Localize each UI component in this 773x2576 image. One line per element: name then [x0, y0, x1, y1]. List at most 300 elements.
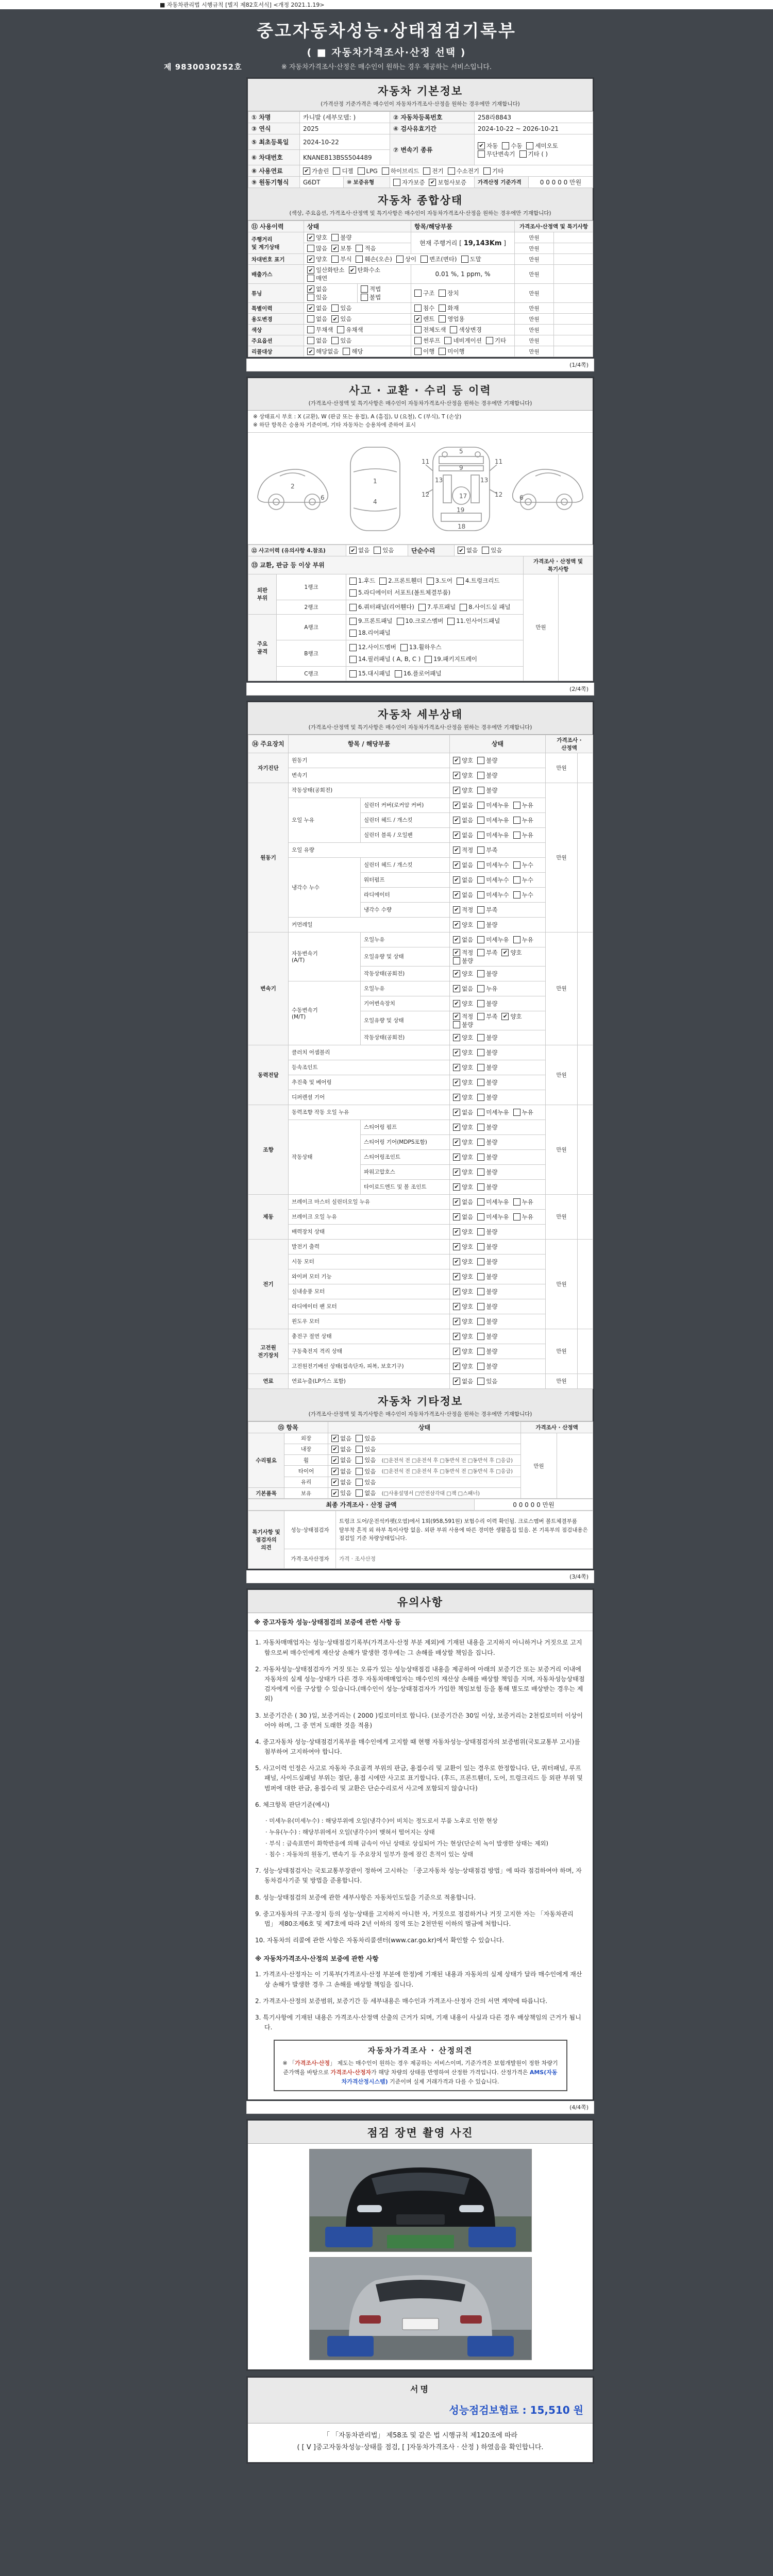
unchecked-checkbox-icon[interactable] [477, 985, 484, 992]
checkbox-option[interactable] [397, 616, 444, 627]
checkbox-option[interactable] [513, 1198, 533, 1206]
checkbox-option[interactable] [483, 167, 503, 175]
checkbox-option[interactable] [477, 1093, 497, 1101]
unchecked-checkbox-icon[interactable] [478, 150, 485, 158]
unchecked-checkbox-icon[interactable] [356, 1479, 363, 1486]
checkbox-option[interactable] [513, 876, 533, 884]
checkbox-option[interactable] [453, 816, 473, 824]
checkbox-option[interactable] [307, 293, 327, 301]
checkbox-option[interactable] [331, 1434, 351, 1443]
checkbox-option[interactable] [453, 846, 473, 854]
checkbox-option[interactable] [356, 1478, 376, 1486]
unchecked-checkbox-icon[interactable] [477, 1213, 484, 1221]
checkbox-option[interactable] [477, 786, 497, 794]
checked-checkbox-icon[interactable]: ✔ [453, 1139, 460, 1146]
checkbox-option[interactable] [477, 876, 509, 884]
checked-checkbox-icon[interactable]: ✔ [331, 1468, 339, 1475]
checked-checkbox-icon[interactable]: ✔ [501, 949, 509, 956]
checkbox-option[interactable] [349, 668, 391, 680]
checkbox-option[interactable] [453, 1198, 473, 1206]
checkbox-option[interactable] [526, 142, 558, 150]
checked-checkbox-icon[interactable]: ✔ [453, 1333, 460, 1340]
checkbox-option[interactable] [477, 1033, 497, 1042]
checkbox-option[interactable] [477, 948, 497, 957]
checkbox-option[interactable] [477, 1273, 497, 1281]
unchecked-checkbox-icon[interactable] [477, 817, 484, 824]
checkbox-option[interactable] [477, 891, 509, 899]
checked-checkbox-icon[interactable]: ✔ [453, 1288, 460, 1295]
checkbox-option[interactable] [356, 1467, 376, 1476]
checkbox-option[interactable] [477, 1063, 497, 1072]
checkbox-option[interactable] [356, 1456, 376, 1464]
unchecked-checkbox-icon[interactable] [427, 578, 434, 585]
checkbox-option[interactable] [331, 244, 351, 252]
unchecked-checkbox-icon[interactable] [477, 1094, 484, 1101]
checkbox-option[interactable] [477, 1183, 497, 1191]
unchecked-checkbox-icon[interactable] [513, 876, 520, 884]
checkbox-option[interactable] [453, 1021, 473, 1029]
unchecked-checkbox-icon[interactable] [477, 1243, 484, 1250]
checked-checkbox-icon[interactable]: ✔ [349, 266, 356, 274]
unchecked-checkbox-icon[interactable] [477, 936, 484, 943]
unchecked-checkbox-icon[interactable] [331, 256, 339, 263]
checkbox-option[interactable] [477, 771, 497, 779]
checkbox-option[interactable] [501, 1012, 522, 1021]
checkbox-option[interactable] [477, 846, 497, 854]
checkbox-option[interactable] [379, 575, 423, 587]
checkbox-option[interactable] [414, 304, 434, 312]
checkbox-option[interactable] [453, 1168, 473, 1176]
unchecked-checkbox-icon[interactable] [349, 670, 357, 677]
unchecked-checkbox-icon[interactable] [513, 1198, 520, 1206]
checkbox-option[interactable] [307, 266, 345, 274]
checkbox-option[interactable] [453, 921, 473, 929]
checkbox-option[interactable] [477, 1362, 497, 1370]
unchecked-checkbox-icon[interactable] [461, 256, 468, 263]
unchecked-checkbox-icon[interactable] [477, 1198, 484, 1206]
checkbox-option[interactable] [453, 1302, 473, 1311]
unchecked-checkbox-icon[interactable] [382, 167, 389, 175]
unchecked-checkbox-icon[interactable] [477, 1288, 484, 1295]
checked-checkbox-icon[interactable]: ✔ [453, 1213, 460, 1221]
checkbox-option[interactable] [513, 831, 533, 839]
unchecked-checkbox-icon[interactable] [439, 290, 446, 297]
unchecked-checkbox-icon[interactable] [477, 1258, 484, 1265]
checkbox-option[interactable] [307, 326, 333, 334]
checkbox-option[interactable] [418, 602, 456, 613]
checkbox-option[interactable] [477, 756, 497, 765]
unchecked-checkbox-icon[interactable] [400, 644, 408, 651]
unchecked-checkbox-icon[interactable] [477, 970, 484, 977]
unchecked-checkbox-icon[interactable] [513, 832, 520, 839]
unchecked-checkbox-icon[interactable] [513, 802, 520, 809]
unchecked-checkbox-icon[interactable] [349, 589, 357, 597]
checkbox-option[interactable] [414, 326, 446, 334]
checkbox-option[interactable] [453, 1078, 473, 1087]
unchecked-checkbox-icon[interactable] [513, 891, 520, 899]
checked-checkbox-icon[interactable]: ✔ [453, 802, 460, 809]
checkbox-option[interactable] [337, 326, 363, 334]
unchecked-checkbox-icon[interactable] [331, 234, 339, 241]
checkbox-option[interactable] [414, 289, 434, 297]
checkbox-option[interactable] [382, 167, 419, 175]
checked-checkbox-icon[interactable]: ✔ [429, 179, 436, 186]
checkbox-option[interactable] [477, 1258, 497, 1266]
checkbox-option[interactable] [307, 274, 327, 282]
unchecked-checkbox-icon[interactable] [356, 256, 363, 263]
checkbox-option[interactable] [453, 831, 473, 839]
checkbox-option[interactable] [486, 336, 506, 345]
checkbox-option[interactable] [453, 1033, 473, 1042]
checkbox-option[interactable] [513, 891, 533, 899]
checked-checkbox-icon[interactable]: ✔ [453, 1000, 460, 1007]
unchecked-checkbox-icon[interactable] [448, 167, 455, 175]
checkbox-option[interactable] [421, 255, 457, 263]
checked-checkbox-icon[interactable]: ✔ [453, 832, 460, 839]
checked-checkbox-icon[interactable]: ✔ [331, 1479, 339, 1486]
checkbox-option[interactable] [477, 1168, 497, 1176]
checkbox-option[interactable] [439, 304, 459, 312]
checkbox-option[interactable] [478, 150, 515, 158]
checkbox-option[interactable] [307, 315, 327, 323]
checked-checkbox-icon[interactable]: ✔ [453, 757, 460, 764]
checkbox-option[interactable] [331, 233, 351, 242]
checked-checkbox-icon[interactable]: ✔ [331, 1456, 339, 1464]
checkbox-option[interactable] [477, 801, 509, 809]
unchecked-checkbox-icon[interactable] [425, 656, 432, 663]
checkbox-option[interactable] [453, 1258, 473, 1266]
checked-checkbox-icon[interactable]: ✔ [331, 245, 339, 252]
unchecked-checkbox-icon[interactable] [421, 256, 428, 263]
unchecked-checkbox-icon[interactable] [477, 1064, 484, 1071]
checkbox-option[interactable] [356, 1445, 376, 1453]
checked-checkbox-icon[interactable]: ✔ [453, 891, 460, 899]
checked-checkbox-icon[interactable]: ✔ [453, 1168, 460, 1176]
checkbox-option[interactable] [453, 1332, 473, 1341]
checkbox-option[interactable] [453, 985, 473, 993]
checkbox-option[interactable] [519, 150, 548, 158]
checkbox-option[interactable] [453, 1153, 473, 1161]
checkbox-option[interactable] [356, 1489, 376, 1497]
checkbox-option[interactable] [453, 948, 473, 957]
checkbox-option[interactable] [361, 293, 381, 301]
checkbox-option[interactable] [477, 1347, 497, 1355]
checkbox-option[interactable] [453, 1317, 473, 1326]
checkbox-option[interactable] [477, 999, 497, 1008]
checkbox-option[interactable] [307, 255, 327, 263]
checkbox-option[interactable] [453, 1108, 473, 1116]
checked-checkbox-icon[interactable]: ✔ [307, 266, 314, 274]
checkbox-option[interactable] [477, 816, 509, 824]
checkbox-option[interactable] [453, 801, 473, 809]
unchecked-checkbox-icon[interactable] [513, 1109, 520, 1116]
unchecked-checkbox-icon[interactable] [333, 167, 340, 175]
checked-checkbox-icon[interactable]: ✔ [453, 1318, 460, 1325]
checkbox-option[interactable] [429, 178, 466, 187]
unchecked-checkbox-icon[interactable] [513, 861, 520, 869]
checkbox-option[interactable] [444, 336, 482, 345]
unchecked-checkbox-icon[interactable] [349, 578, 357, 585]
unchecked-checkbox-icon[interactable] [526, 142, 533, 149]
unchecked-checkbox-icon[interactable] [307, 326, 314, 333]
unchecked-checkbox-icon[interactable] [457, 578, 464, 585]
unchecked-checkbox-icon[interactable] [349, 630, 357, 637]
checkbox-option[interactable] [453, 786, 473, 794]
checked-checkbox-icon[interactable]: ✔ [453, 1258, 460, 1265]
unchecked-checkbox-icon[interactable] [414, 290, 422, 297]
checkbox-option[interactable] [453, 1093, 473, 1101]
checked-checkbox-icon[interactable]: ✔ [349, 547, 357, 554]
checkbox-option[interactable] [477, 1012, 497, 1021]
checkbox-option[interactable] [331, 1445, 351, 1453]
checkbox-option[interactable] [453, 756, 473, 765]
checkbox-option[interactable] [477, 936, 509, 944]
unchecked-checkbox-icon[interactable] [460, 604, 467, 611]
checked-checkbox-icon[interactable]: ✔ [307, 256, 314, 263]
checkbox-option[interactable] [477, 861, 509, 869]
checkbox-option[interactable] [453, 1362, 473, 1370]
checked-checkbox-icon[interactable]: ✔ [453, 1363, 460, 1370]
unchecked-checkbox-icon[interactable] [343, 348, 350, 355]
checked-checkbox-icon[interactable]: ✔ [331, 1446, 339, 1453]
checkbox-option[interactable] [513, 861, 533, 869]
unchecked-checkbox-icon[interactable] [502, 142, 509, 149]
checkbox-option[interactable] [439, 347, 464, 355]
checkbox-option[interactable] [453, 906, 473, 914]
checkbox-option[interactable] [343, 347, 363, 355]
checked-checkbox-icon[interactable]: ✔ [453, 1303, 460, 1310]
checkbox-option[interactable] [358, 167, 378, 175]
checked-checkbox-icon[interactable]: ✔ [453, 1348, 460, 1355]
checkbox-option[interactable] [513, 816, 533, 824]
checked-checkbox-icon[interactable]: ✔ [453, 970, 460, 977]
unchecked-checkbox-icon[interactable] [307, 275, 314, 282]
checkbox-option[interactable] [331, 304, 351, 312]
checked-checkbox-icon[interactable]: ✔ [331, 1489, 339, 1497]
unchecked-checkbox-icon[interactable] [477, 802, 484, 809]
checkbox-option[interactable] [453, 1347, 473, 1355]
checkbox-option[interactable] [331, 1456, 351, 1464]
unchecked-checkbox-icon[interactable] [477, 906, 484, 913]
unchecked-checkbox-icon[interactable] [439, 304, 446, 312]
checkbox-option[interactable] [395, 668, 442, 680]
checkbox-option[interactable] [453, 970, 473, 978]
checkbox-option[interactable] [477, 1108, 509, 1116]
checkbox-option[interactable] [477, 1153, 497, 1161]
unchecked-checkbox-icon[interactable] [477, 787, 484, 794]
checkbox-option[interactable] [307, 244, 327, 252]
checked-checkbox-icon[interactable]: ✔ [453, 1154, 460, 1161]
checkbox-option[interactable] [453, 1243, 473, 1251]
checked-checkbox-icon[interactable]: ✔ [453, 1124, 460, 1131]
unchecked-checkbox-icon[interactable] [477, 1333, 484, 1340]
unchecked-checkbox-icon[interactable] [477, 1183, 484, 1191]
checkbox-option[interactable] [460, 602, 510, 613]
checkbox-option[interactable] [477, 985, 497, 993]
checkbox-option[interactable] [477, 831, 509, 839]
unchecked-checkbox-icon[interactable] [414, 326, 422, 333]
unchecked-checkbox-icon[interactable] [307, 245, 314, 252]
checkbox-option[interactable] [477, 921, 497, 929]
unchecked-checkbox-icon[interactable] [477, 1168, 484, 1176]
checked-checkbox-icon[interactable]: ✔ [307, 348, 314, 355]
unchecked-checkbox-icon[interactable] [439, 315, 446, 323]
unchecked-checkbox-icon[interactable] [477, 1154, 484, 1161]
checked-checkbox-icon[interactable]: ✔ [307, 304, 314, 312]
checkbox-option[interactable] [502, 142, 522, 150]
checked-checkbox-icon[interactable]: ✔ [453, 906, 460, 913]
checked-checkbox-icon[interactable]: ✔ [453, 1228, 460, 1235]
checkbox-option[interactable] [307, 347, 339, 355]
checked-checkbox-icon[interactable]: ✔ [453, 1049, 460, 1056]
checkbox-option[interactable] [447, 616, 500, 627]
unchecked-checkbox-icon[interactable] [356, 1489, 363, 1497]
checkbox-option[interactable] [453, 1273, 473, 1281]
checked-checkbox-icon[interactable]: ✔ [453, 817, 460, 824]
checkbox-option[interactable] [396, 255, 416, 263]
unchecked-checkbox-icon[interactable] [477, 1363, 484, 1370]
unchecked-checkbox-icon[interactable] [331, 337, 339, 344]
checked-checkbox-icon[interactable]: ✔ [453, 1034, 460, 1041]
unchecked-checkbox-icon[interactable] [477, 832, 484, 839]
checked-checkbox-icon[interactable]: ✔ [453, 1013, 460, 1020]
checkbox-option[interactable] [331, 1467, 351, 1476]
checked-checkbox-icon[interactable]: ✔ [453, 1378, 460, 1385]
checkbox-option[interactable] [477, 1123, 497, 1131]
checkbox-option[interactable] [453, 771, 473, 779]
checkbox-option[interactable] [453, 1228, 473, 1236]
checkbox-option[interactable] [458, 546, 478, 554]
checkbox-option[interactable] [453, 936, 473, 944]
unchecked-checkbox-icon[interactable] [477, 861, 484, 869]
checked-checkbox-icon[interactable]: ✔ [453, 985, 460, 992]
checkbox-option[interactable] [453, 876, 473, 884]
checkbox-option[interactable] [461, 255, 481, 263]
checked-checkbox-icon[interactable]: ✔ [458, 547, 465, 554]
checked-checkbox-icon[interactable]: ✔ [453, 1094, 460, 1101]
checked-checkbox-icon[interactable]: ✔ [307, 285, 314, 293]
unchecked-checkbox-icon[interactable] [477, 1124, 484, 1131]
checkbox-option[interactable] [477, 1078, 497, 1087]
unchecked-checkbox-icon[interactable] [453, 957, 460, 964]
checkbox-option[interactable] [331, 336, 351, 345]
checkbox-option[interactable] [423, 167, 443, 175]
unchecked-checkbox-icon[interactable] [477, 1378, 484, 1385]
checkbox-option[interactable] [331, 255, 351, 263]
checkbox-option[interactable] [349, 654, 421, 665]
unchecked-checkbox-icon[interactable] [477, 757, 484, 764]
checked-checkbox-icon[interactable]: ✔ [453, 787, 460, 794]
unchecked-checkbox-icon[interactable] [307, 337, 314, 344]
checkbox-option[interactable] [349, 602, 414, 613]
checkbox-option[interactable] [477, 1332, 497, 1341]
unchecked-checkbox-icon[interactable] [447, 618, 455, 625]
checked-checkbox-icon[interactable]: ✔ [453, 921, 460, 928]
checkbox-option[interactable] [307, 285, 327, 293]
checkbox-option[interactable] [356, 244, 376, 252]
checkbox-option[interactable] [361, 285, 381, 293]
checked-checkbox-icon[interactable]: ✔ [453, 1273, 460, 1280]
checkbox-option[interactable] [477, 1287, 497, 1296]
checked-checkbox-icon[interactable]: ✔ [453, 1079, 460, 1086]
checkbox-option[interactable] [453, 1183, 473, 1191]
unchecked-checkbox-icon[interactable] [450, 326, 457, 333]
checkbox-option[interactable] [414, 336, 440, 345]
checkbox-option[interactable] [349, 642, 396, 653]
unchecked-checkbox-icon[interactable] [356, 1456, 363, 1464]
unchecked-checkbox-icon[interactable] [477, 1034, 484, 1041]
checkbox-option[interactable] [477, 970, 497, 978]
unchecked-checkbox-icon[interactable] [307, 315, 314, 323]
checkbox-option[interactable] [331, 315, 351, 323]
unchecked-checkbox-icon[interactable] [477, 1348, 484, 1355]
checkbox-option[interactable] [501, 948, 522, 957]
checkbox-option[interactable] [453, 957, 473, 965]
unchecked-checkbox-icon[interactable] [397, 618, 404, 625]
checked-checkbox-icon[interactable]: ✔ [453, 876, 460, 884]
checked-checkbox-icon[interactable]: ✔ [453, 1198, 460, 1206]
checked-checkbox-icon[interactable]: ✔ [453, 772, 460, 779]
checkbox-option[interactable] [349, 628, 391, 639]
unchecked-checkbox-icon[interactable] [513, 817, 520, 824]
unchecked-checkbox-icon[interactable] [477, 1139, 484, 1146]
unchecked-checkbox-icon[interactable] [423, 167, 430, 175]
checkbox-option[interactable] [349, 616, 393, 627]
checkbox-option[interactable] [393, 178, 425, 187]
checkbox-option[interactable] [477, 1213, 509, 1221]
unchecked-checkbox-icon[interactable] [482, 547, 489, 554]
checkbox-option[interactable] [333, 167, 353, 175]
checked-checkbox-icon[interactable]: ✔ [307, 234, 314, 241]
checkbox-option[interactable] [400, 642, 442, 653]
checked-checkbox-icon[interactable]: ✔ [414, 315, 422, 323]
checkbox-option[interactable] [448, 167, 479, 175]
unchecked-checkbox-icon[interactable] [349, 656, 357, 663]
checkbox-option[interactable] [513, 936, 533, 944]
unchecked-checkbox-icon[interactable] [349, 644, 357, 651]
unchecked-checkbox-icon[interactable] [337, 326, 344, 333]
unchecked-checkbox-icon[interactable] [477, 1303, 484, 1310]
checkbox-option[interactable] [450, 326, 481, 334]
checked-checkbox-icon[interactable]: ✔ [501, 1013, 509, 1020]
unchecked-checkbox-icon[interactable] [513, 936, 520, 943]
checkbox-option[interactable] [414, 347, 434, 355]
unchecked-checkbox-icon[interactable] [477, 1273, 484, 1280]
checked-checkbox-icon[interactable]: ✔ [453, 861, 460, 869]
unchecked-checkbox-icon[interactable] [418, 604, 426, 611]
unchecked-checkbox-icon[interactable] [361, 285, 368, 293]
checkbox-option[interactable] [477, 1377, 497, 1385]
unchecked-checkbox-icon[interactable] [414, 337, 422, 344]
checkbox-option[interactable] [453, 1063, 473, 1072]
checkbox-option[interactable] [477, 1198, 509, 1206]
checkbox-option[interactable] [453, 861, 473, 869]
unchecked-checkbox-icon[interactable] [349, 604, 357, 611]
unchecked-checkbox-icon[interactable] [444, 337, 451, 344]
checkbox-option[interactable] [513, 1213, 533, 1221]
checkbox-option[interactable] [453, 999, 473, 1008]
unchecked-checkbox-icon[interactable] [331, 304, 339, 312]
checkbox-option[interactable] [307, 233, 327, 242]
unchecked-checkbox-icon[interactable] [356, 245, 363, 252]
unchecked-checkbox-icon[interactable] [356, 1468, 363, 1475]
checkbox-option[interactable] [307, 336, 327, 345]
checkbox-option[interactable] [453, 1123, 473, 1131]
checked-checkbox-icon[interactable]: ✔ [478, 142, 485, 149]
checkbox-option[interactable] [349, 587, 450, 599]
checkbox-option[interactable] [349, 575, 375, 587]
checkbox-option[interactable] [477, 1138, 497, 1146]
